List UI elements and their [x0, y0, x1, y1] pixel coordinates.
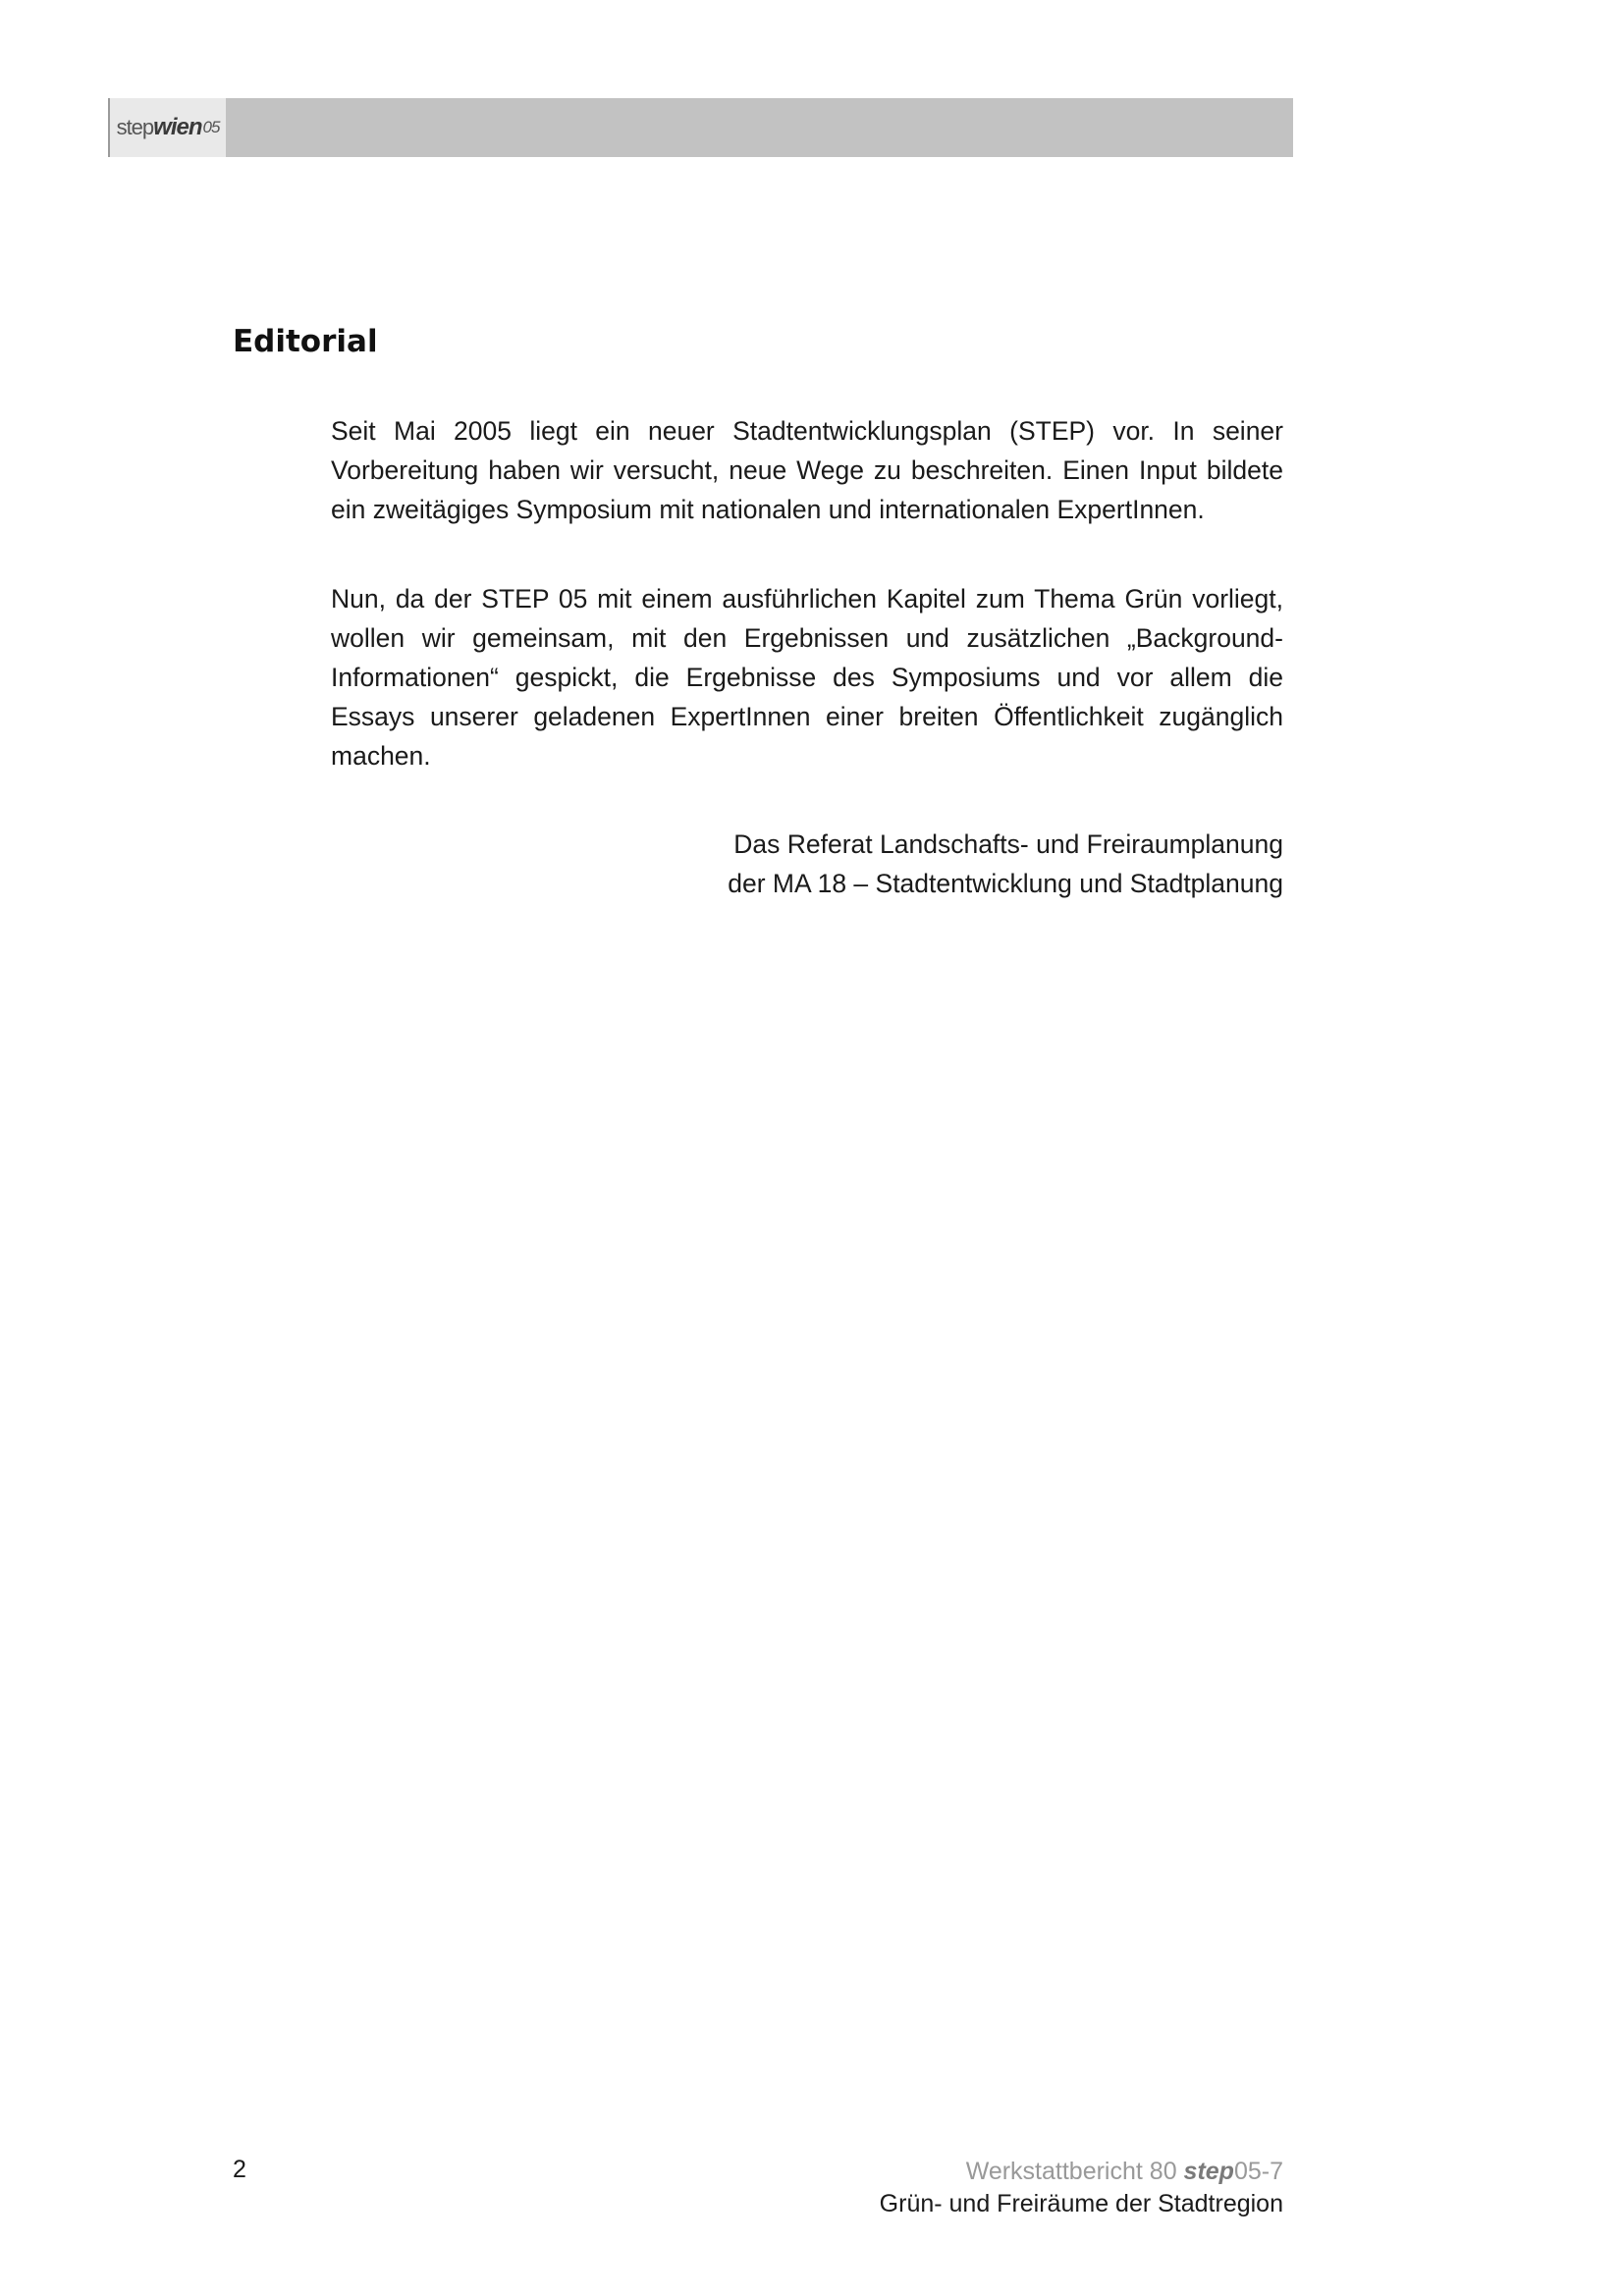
logo-part-wien: wien — [153, 114, 202, 140]
page-title: Editorial — [233, 324, 378, 359]
footer-series-suffix: 05-7 — [1233, 2158, 1283, 2185]
footer-series — [880, 2156, 1283, 2188]
step-wien-logo — [108, 98, 226, 157]
footer-series-prefix: Werkstattbericht 80 — [965, 2158, 1184, 2185]
footer-subtitle: Grün- und Freiräume der Stadtregion — [879, 2190, 1283, 2217]
paragraph-2: Nun, da der STEP 05 mit einem ausführlichen Kapitel zum Thema Grün vorliegt, wollen wir gemeinsam, mit den Ergebnissen und zusätzlichen „Background-Informationen“ gespickt, die Ergebnisse des Symposiums und vor allem die Essays unserer geladenen ExpertInnen einer breiten Öffentlichkeit zugänglich machen. — [331, 584, 1283, 771]
footer — [880, 2156, 1283, 2220]
logo-part-step: step — [116, 115, 154, 139]
header-band — [108, 98, 1293, 157]
signature-line-2: der MA 18 – Stadtentwicklung und Stadtplanung — [728, 869, 1283, 898]
page-number: 2 — [233, 2156, 246, 2183]
paragraph-1: Seit Mai 2005 liegt ein neuer Stadtentwicklungsplan (STEP) vor. In seiner Vorbereitung haben wir versucht, neue Wege zu beschreiten. Einen Input bildete ein zweitägiges Symposium mit nationalen und internationalen ExpertInnen. — [331, 416, 1283, 524]
signature-block — [728, 825, 1283, 903]
footer-series-brand: step — [1183, 2158, 1234, 2185]
signature-line-1: Das Referat Landschafts- und Freiraumplanung — [733, 829, 1283, 859]
logo-part-05: 05 — [202, 118, 220, 136]
